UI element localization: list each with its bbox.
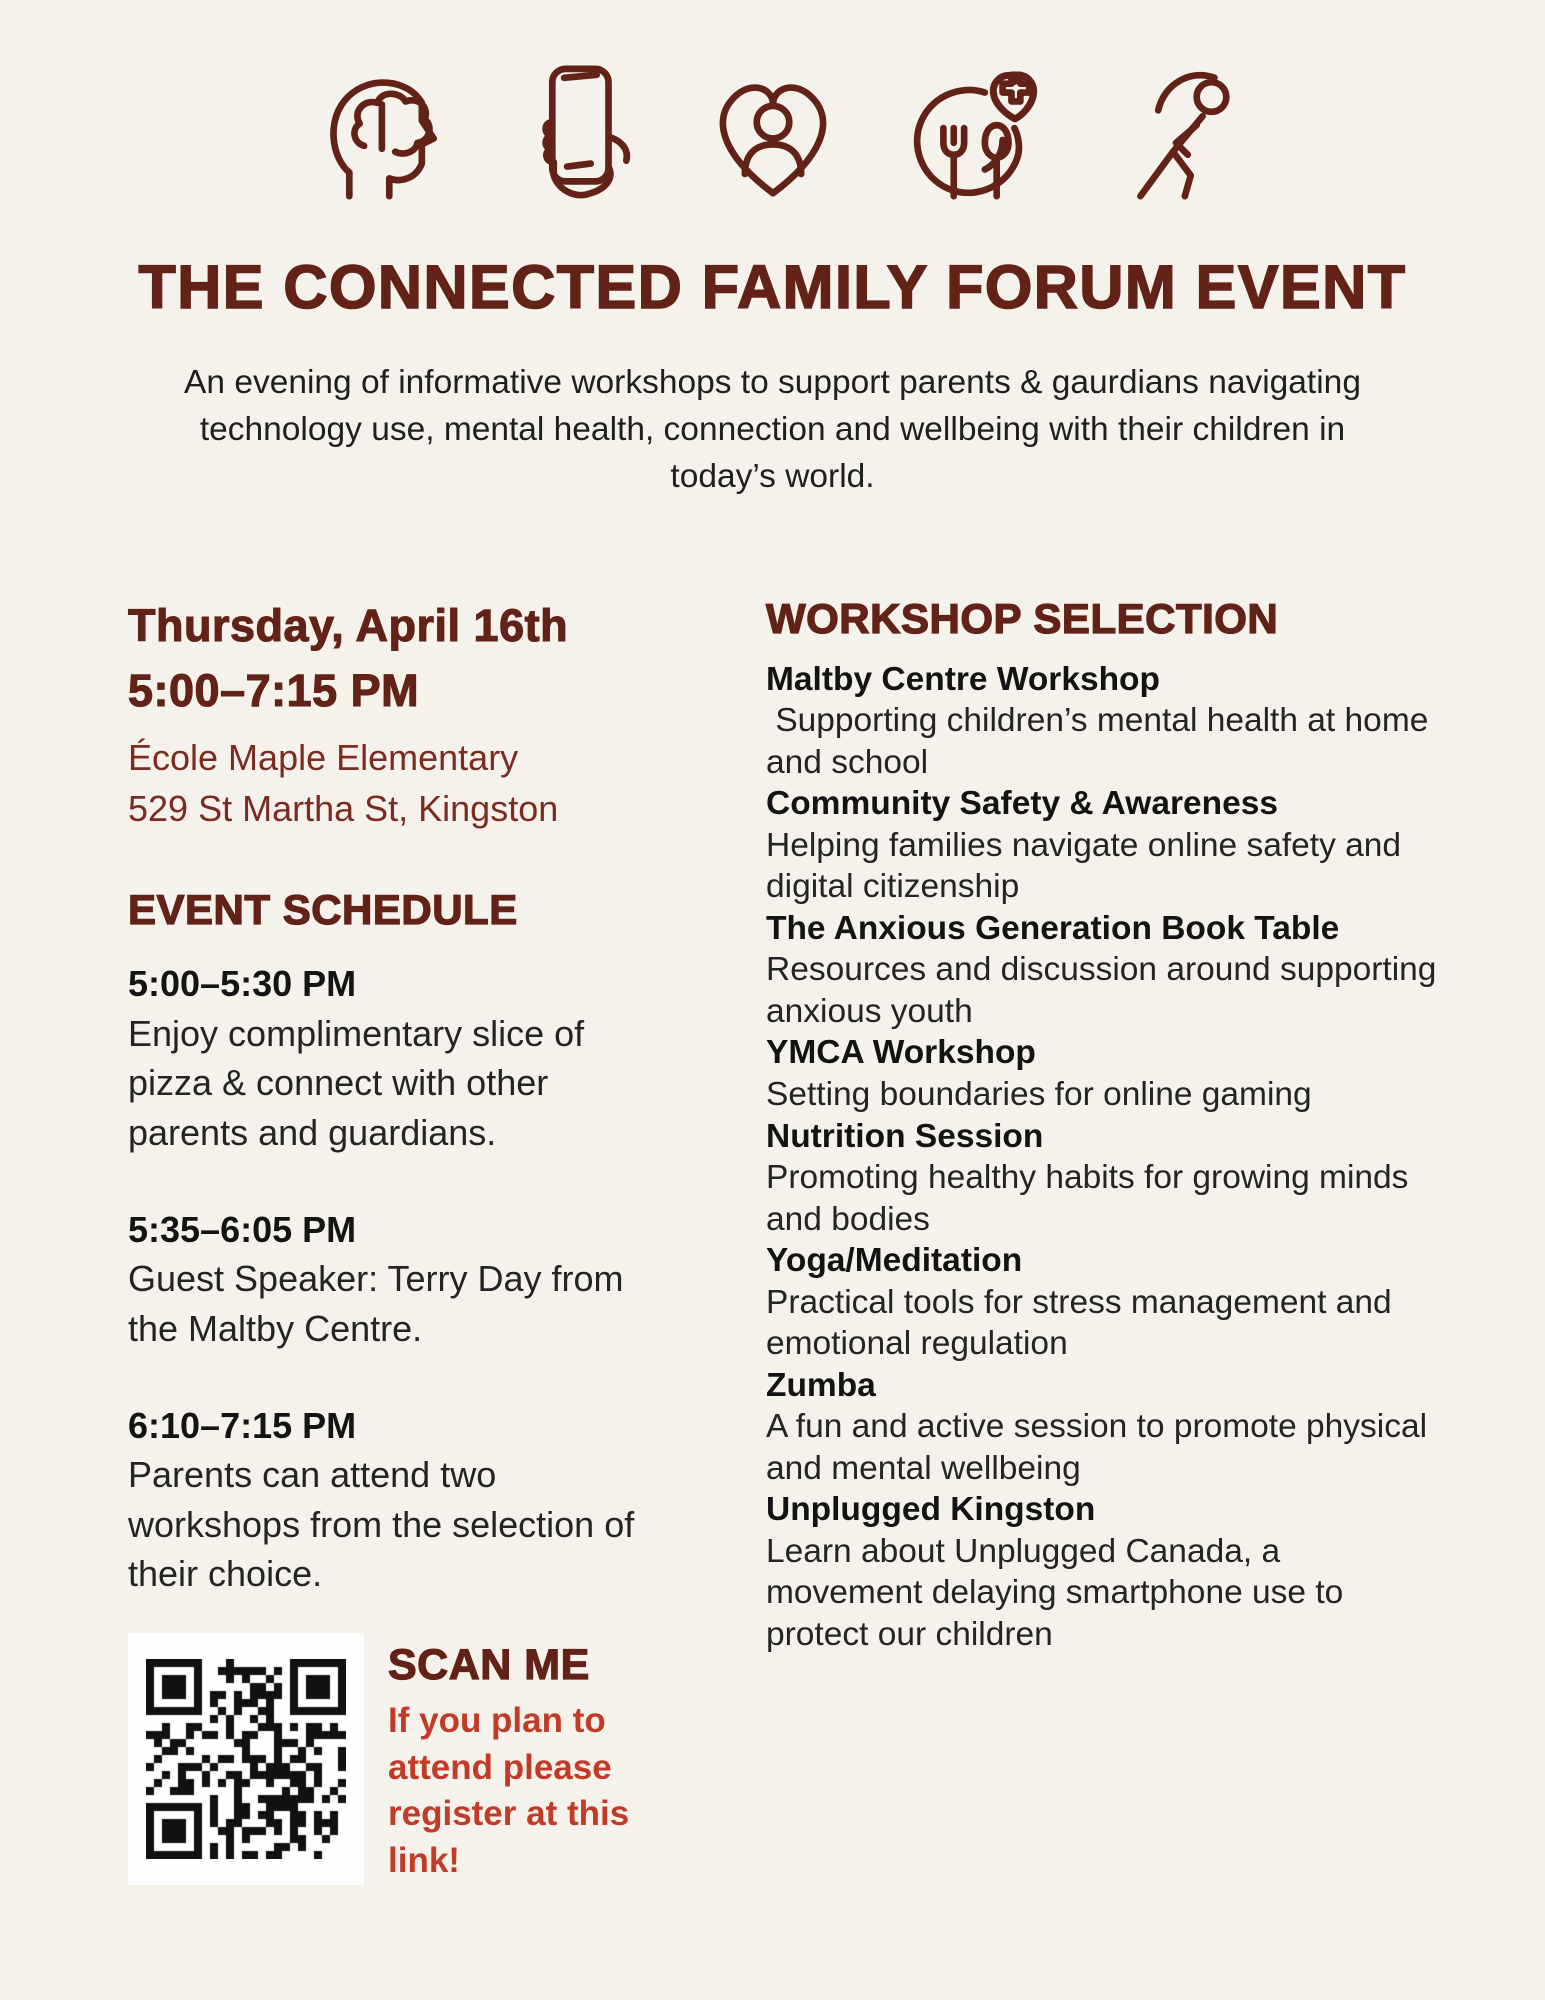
workshop-selection-heading: WORKSHOP SELECTION xyxy=(766,594,1279,642)
event-time: 5:00–7:15 PM xyxy=(128,664,420,716)
schedule-item xyxy=(128,960,688,1158)
schedule-item xyxy=(128,1402,688,1600)
schedule-time: 6:10–7:15 PM xyxy=(128,1404,357,1446)
workshop-description: Promoting healthy habits for growing minds and bodies xyxy=(766,1159,1418,1238)
mental-health-brain-icon xyxy=(299,60,447,208)
venue-address: 529 St Martha St, Kingston xyxy=(128,787,559,829)
workshop-name: Community Safety & Awareness xyxy=(766,785,1278,823)
workshop-name: Nutrition Session xyxy=(766,1117,1044,1155)
workshop-description: Learn about Unplugged Canada, a movement delaying smartphone use to protect our children xyxy=(766,1532,1353,1653)
hand-holding-phone-icon xyxy=(499,60,647,208)
qr-text-block xyxy=(388,1633,640,1884)
workshop-description: Supporting children’s mental health at home and school xyxy=(766,702,1438,781)
workshop-description: Helping families navigate online safety and digital citizenship xyxy=(766,826,1411,906)
page-title: THE CONNECTED FAMILY FORUM EVENT xyxy=(138,253,1407,321)
event-venue xyxy=(128,733,688,834)
schedule-time: 5:00–5:30 PM xyxy=(128,962,357,1004)
content-columns xyxy=(0,593,1545,1885)
scan-me-label: SCAN ME xyxy=(388,1641,590,1690)
qr-register-note: If you plan to attend please register at this link! xyxy=(388,1701,630,1880)
workshop-name: Unplugged Kingston xyxy=(766,1491,1096,1529)
workshop-description: Setting boundaries for online gaming xyxy=(766,1075,1312,1113)
exercise-stretch-icon xyxy=(1099,60,1247,208)
qr-section xyxy=(128,1633,688,1885)
workshop-description: A fun and active session to promote physical and mental wellbeing xyxy=(766,1408,1437,1487)
workshop-name: YMCA Workshop xyxy=(766,1034,1036,1072)
left-column xyxy=(128,593,688,1885)
venue-name: École Maple Elementary xyxy=(128,737,519,779)
qr-code xyxy=(146,1659,346,1859)
event-date: Thursday, April 16th xyxy=(128,599,569,651)
workshop-list xyxy=(766,659,1446,1656)
schedule-description: Parents can attend two workshops from the selection of their choice. xyxy=(128,1454,635,1595)
schedule-heading: EVENT SCHEDULE xyxy=(128,885,518,933)
schedule-description: Enjoy complimentary slice of pizza & connect with other parents and guardians. xyxy=(128,1012,585,1153)
workshop-name: Zumba xyxy=(766,1366,876,1404)
workshop-name: Yoga/Meditation xyxy=(766,1242,1023,1280)
schedule-description: Guest Speaker: Terry Day from the Maltby Centre. xyxy=(128,1258,624,1349)
workshop-description: Practical tools for stress management and emotional regulation xyxy=(766,1283,1401,1363)
header-icon-row xyxy=(0,0,1545,208)
schedule-item xyxy=(128,1206,688,1354)
workshop-description: Resources and discussion around supporting anxious youth xyxy=(766,951,1446,1030)
schedule-time: 5:35–6:05 PM xyxy=(128,1208,357,1250)
nutrition-plate-icon xyxy=(899,60,1047,208)
workshop-name: The Anxious Generation Book Table xyxy=(766,909,1340,947)
flyer-subtitle: An evening of informative workshops to support parents & gaurdians navigating technology use, mental health, connection and wellbeing with their children in today’s world. xyxy=(184,364,1361,495)
qr-code-box xyxy=(128,1633,364,1885)
workshop-name: Maltby Centre Workshop xyxy=(766,660,1160,698)
right-column xyxy=(766,593,1446,1885)
heart-person-icon xyxy=(699,60,847,208)
